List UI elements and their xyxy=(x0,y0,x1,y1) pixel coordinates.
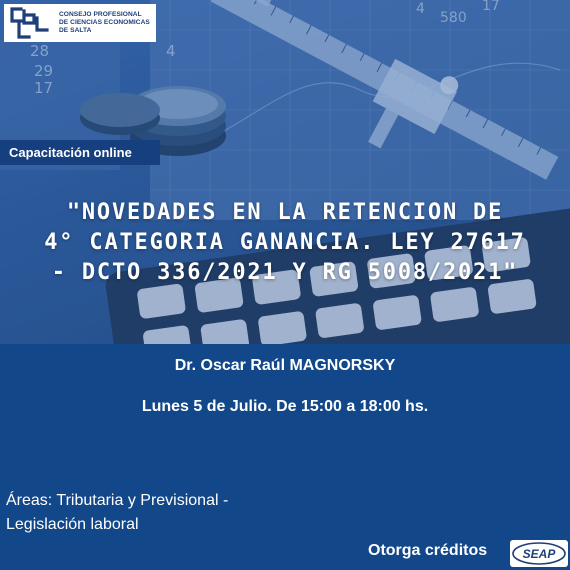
bg-number: 28 xyxy=(30,42,50,60)
bg-number: 4 xyxy=(166,42,176,60)
subject-areas-line-1: Áreas: Tributaria y Previsional - xyxy=(6,492,229,509)
speaker-name: Dr. Oscar Raúl MAGNORSKY xyxy=(174,357,396,374)
event-date-time: Lunes 5 de Julio. De 15:00 a 18:00 hs. xyxy=(141,398,429,415)
online-training-tag: Capacitación online xyxy=(0,140,160,165)
course-title-line-3: - DCTO 336/2021 Y RG 5008/2021" xyxy=(51,260,519,285)
cpce-logo xyxy=(4,4,156,42)
course-title-line-2: 4° CATEGORIA GANANCIA. LEY 27617 xyxy=(44,230,526,255)
cpce-logo-icon xyxy=(7,6,53,40)
course-title xyxy=(0,198,570,288)
bg-number: 17 xyxy=(482,0,500,14)
bg-number: 580 xyxy=(440,10,467,26)
credits-label: Otorga créditos xyxy=(368,542,488,559)
bg-number: 29 xyxy=(34,62,54,80)
logo-line-2: DE CIENCIAS ECONOMICAS xyxy=(59,19,150,26)
logo-line-3: DE SALTA xyxy=(59,27,92,34)
seap-logo-text: SEAP xyxy=(522,547,556,561)
bg-number: 4 xyxy=(416,1,425,17)
course-title-line-1: "NOVEDADES EN LA RETENCION DE xyxy=(66,200,504,225)
logo-line-1: CONSEJO PROFESIONAL xyxy=(59,11,142,18)
cpce-logo-text xyxy=(59,11,150,35)
seap-logo-icon xyxy=(510,540,568,567)
bg-number: 17 xyxy=(34,79,54,97)
subject-areas-line-2: Legislación laboral xyxy=(6,516,139,533)
subject-areas xyxy=(6,489,228,537)
info-panel xyxy=(0,344,570,570)
